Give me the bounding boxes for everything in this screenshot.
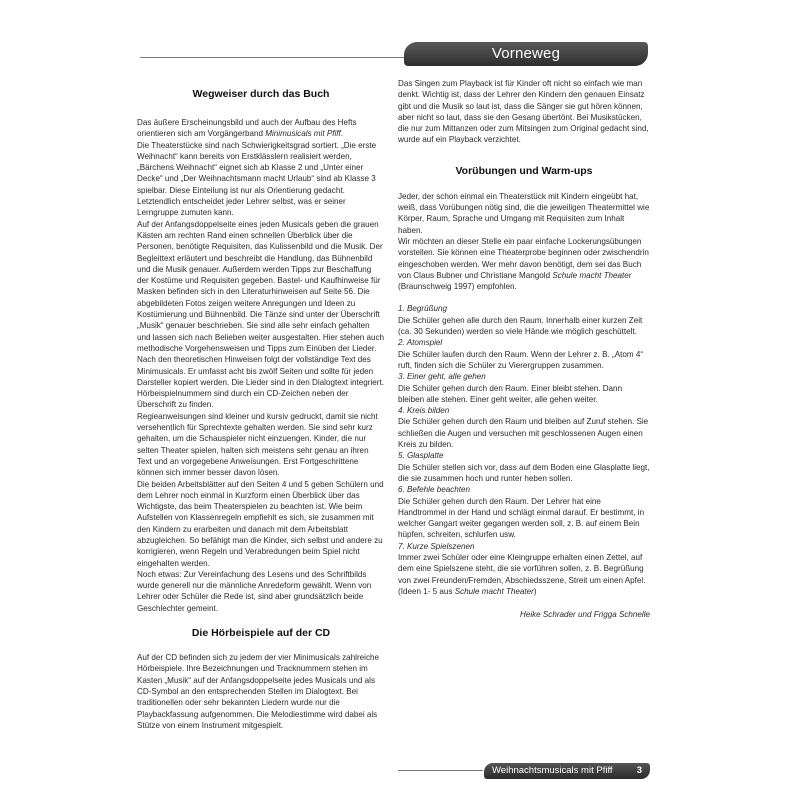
paragraph: Die beiden Arbeitsblätter auf den Seiten 4 und 5 geben Schülern und dem Lehrer noch einmal in Kurzform einen Überblick über das Wichtigste, das beim Theaterspielen zu beachten ist. Wie beim Aufstellen von Klassenregeln empfiehlt es sich, sie zusammen mit den Kindern zu erarbeiten und danach mit dem Arbeitsblatt abzugleichen. So befähigt man die Kinder, sich selbst und andere zu korrigieren, wenn Regeln und Verabredungen beim Spiel nicht eingehalten werden. [137,479,384,568]
paragraph: Das äußere Erscheinungsbild und auch der Aufbau des Hefts orientieren sich am Vorgängerband Minimusicals mit Pfiff. [137,118,357,139]
exercise-title: 1. Begrüßung [398,304,448,314]
heading-voruebungen: Vorübungen und Warm-ups [455,164,593,177]
paragraph: Regieanweisungen sind kleiner und kursiv gedruckt, damit sie nicht versehentlich für Sprechtexte gehalten werden. Sie sind sehr kurz gehalten, um die Schauspieler nicht einzuengen. Kinder, die nur selten Theater spielen, halten sich meistens sehr genau an ihren Text und an vorgegebene Anweisungen. Erst Fortgeschrittene können sich immer besser davon lösen. [137,411,378,478]
exercise-text: Die Schüler gehen alle durch den Raum. Innerhalb einer kurzen Zeit (ca. 30 Sekunden) werden so viele Hände wie möglich geschüttelt. [398,315,643,337]
page-number: 3 [636,765,642,776]
exercise-6 [398,484,650,540]
exercise-text: Die Schüler stellen sich vor, dass auf dem Boden eine Glasplatte liegt, die sie zusammen hoch und runter heben sollen. [398,462,650,483]
footer-tab [484,763,650,779]
heading-wegweiser: Wegweiser durch das Buch [192,88,330,100]
exercise-5 [398,450,650,484]
left-column [137,78,385,731]
header-rule [140,57,410,58]
exercise-text: Immer zwei Schüler oder eine Kleingruppe erhalten einen Zettel, auf dem eine Spielszene steht, die sie vorführen sollen, z. B. Begrüßung von zwei Freunden/Fremden, Abschiedsszene, Streit um einen Apfel. [398,552,646,585]
exercise-text: Die Schüler gehen durch den Raum. Einer bleibt stehen. Dann bleiben alle stehen. Einer geht weiter, alle gehen weiter. [398,383,623,404]
right-column [398,78,650,620]
exercise-text: Die Schüler gehen durch den Raum und bleiben auf Zuruf stehen. Sie schließen die Augen und versuchen mit geschlossenen Augen einen Kreis zu bilden. [398,417,649,450]
section-label: Vorneweg [491,45,561,62]
paragraph: Noch etwas: Zur Vereinfachung des Lesens und des Schriftbilds wurde generell nur die männliche Anredeform gewählt. Wenn von Lehrer oder Schüler die Rede ist, sind aber grundsätzlich beide Geschlechter gemeint. [137,569,372,613]
heading-hoerbeispiele: Die Hörbeispiele auf der CD [191,627,331,640]
exercise-title: 4. Kreis bilden [398,406,450,416]
section-tab [404,42,648,66]
exercise-text: Die Schüler gehen durch den Raum. Der Lehrer hat eine Handtrommel in der Hand und schlägt einmal darauf. Er bestimmt, in welcher Gangart weiter gegangen werden soll, z. B. auf einem Bein hüpfen, schreiten, schlurfen usw. [398,496,645,540]
author-signature: Heike Schrader und Frigga Schnelle [519,610,650,620]
spacer [398,292,650,303]
footer-book-title: Weihnachtsmusicals mit Pfiff [492,765,613,776]
exercise-3 [398,371,650,405]
exercise-text: Die Schüler laufen durch den Raum. Wenn der Lehrer z. B. „Atom 4“ ruft, finden sich die Schüler zu Vierergruppen zusammen. [398,349,644,370]
paragraph: Wir möchten an dieser Stelle ein paar einfache Lockerungsübungen vorstellen. Sie können eine Theaterprobe beginnen oder zwischendrin eingeschoben werden. Wer mehr davon benötigt, dem sei das Buch von Claus Bubner und Christiane Mangold Schule macht Theater (Braunschweig 1997) empfohlen. [398,236,649,292]
exercise-4 [398,405,650,450]
exercise-title: 5. Glasplatte [398,451,444,461]
exercise-title: 6. Befehle beachten [398,485,471,495]
paragraph: Nach den theoretischen Hinweisen folgt der vollständige Text des Minimusicals. Er umfasst acht bis zwölf Seiten und sollte für jeden Darsteller kopiert werden. Die Lieder sind in den Dialogtext integriert. Hörbeispielnummern sind durch ein CD-Zeichen neben der Überschrift zu finden. [137,355,384,410]
paragraph: Auf der CD befinden sich zu jedem der vier Minimusicals zahlreiche Hörbeispiele. Ihre Bezeichnungen und Tracknummern stehen im Kasten „Musik“ auf der Anfangsdoppelseite jedes Musicals und als CD-Symbol an den entsprechenden Stellen im Dialogtext. Bei traditionellen oder sehr bekannten Liedern wurde nur die Playbackfassung aufgenommen. Die Melodiestimme wird dabei als Stütze von einem Instrument mitgespielt. [137,653,380,730]
paragraph: Das Singen zum Playback ist für Kinder oft nicht so einfach wie man denkt. Wichtig ist, dass der Lehrer den Kindern den genauen Einsatz gibt und die Musik so laut ist, dass die Sänger sie gut hören können, aber nicht so laut, dass sie den Gesang übertönt. Bei Musikstücken, die nur zum Mittanzen oder zum Mitsingen zum Original gedacht sind, wurde auf ein Playback verzichtet. [398,79,649,145]
exercise-title: 2. Atomspiel [398,338,443,348]
exercise-title: 3. Einer geht, alle gehen [398,372,486,382]
exercise-title: 7. Kurze Spielszenen [398,541,475,551]
paragraph: Jeder, der schon einmal ein Theaterstück mit Kindern eingeübt hat, weiß, dass Vorübungen nötig sind, die die jeweiligen Theatermittel wie Körper, Raum, Sprache und Umgang mit Requisiten zum Inhalt haben. [398,191,650,235]
exercise-1 [398,303,650,337]
exercise-2 [398,337,650,371]
paragraph: Die Theaterstücke sind nach Schwierigkeitsgrad sortiert. „Die erste Weihnacht“ kann bereits von Erstklässlern realisiert werden, „Bärchens Weihnacht“ eignet sich ab Klasse 2 und „Unter einer Decke“ und „Der Weihnachtsmann macht Urlaub“ sind ab Klasse 3 spielbar. Diese Einteilung ist nur als Orientierung gedacht. Letztendlich entscheidet jeder Lehrer selbst, was er seiner Lerngruppe zumuten kann. [137,140,377,218]
footer-rule [398,770,483,771]
paragraph: Auf der Anfangsdoppelseite eines jeden Musicals geben die grauen Kästen am rechten Rand einen schnellen Überblick über die Personen, benötigte Requisiten, das Kulissenbild und die Musik. Der Begleittext erläutert und beschreibt die Handlung, das Bühnenbild und die Musik genauer. Außerdem werden Tipps zur Beschaffung der Kostüme und Requisiten gegeben. Bastel- und Kaufhinweise für Masken befinden sich in den Literaturhinweisen auf Seite 56. Die abgebildeten Fotos zeigen weitere Anregungen und Ideen zu Kostümierung und Bühnenbild. Die Tänze sind unter der Überschrift „Musik“ genauer beschrieben. Sie sind alle sehr einfach gehalten und lassen sich nach Belieben weiter ausgestalten. Hier stehen auch methodische Vorgehensweisen und Tipps zum Einüben der Lieder. [137,219,385,353]
exercise-7 [398,541,650,586]
ideas-source: (Ideen 1- 5 aus Schule macht Theater) [398,586,537,596]
